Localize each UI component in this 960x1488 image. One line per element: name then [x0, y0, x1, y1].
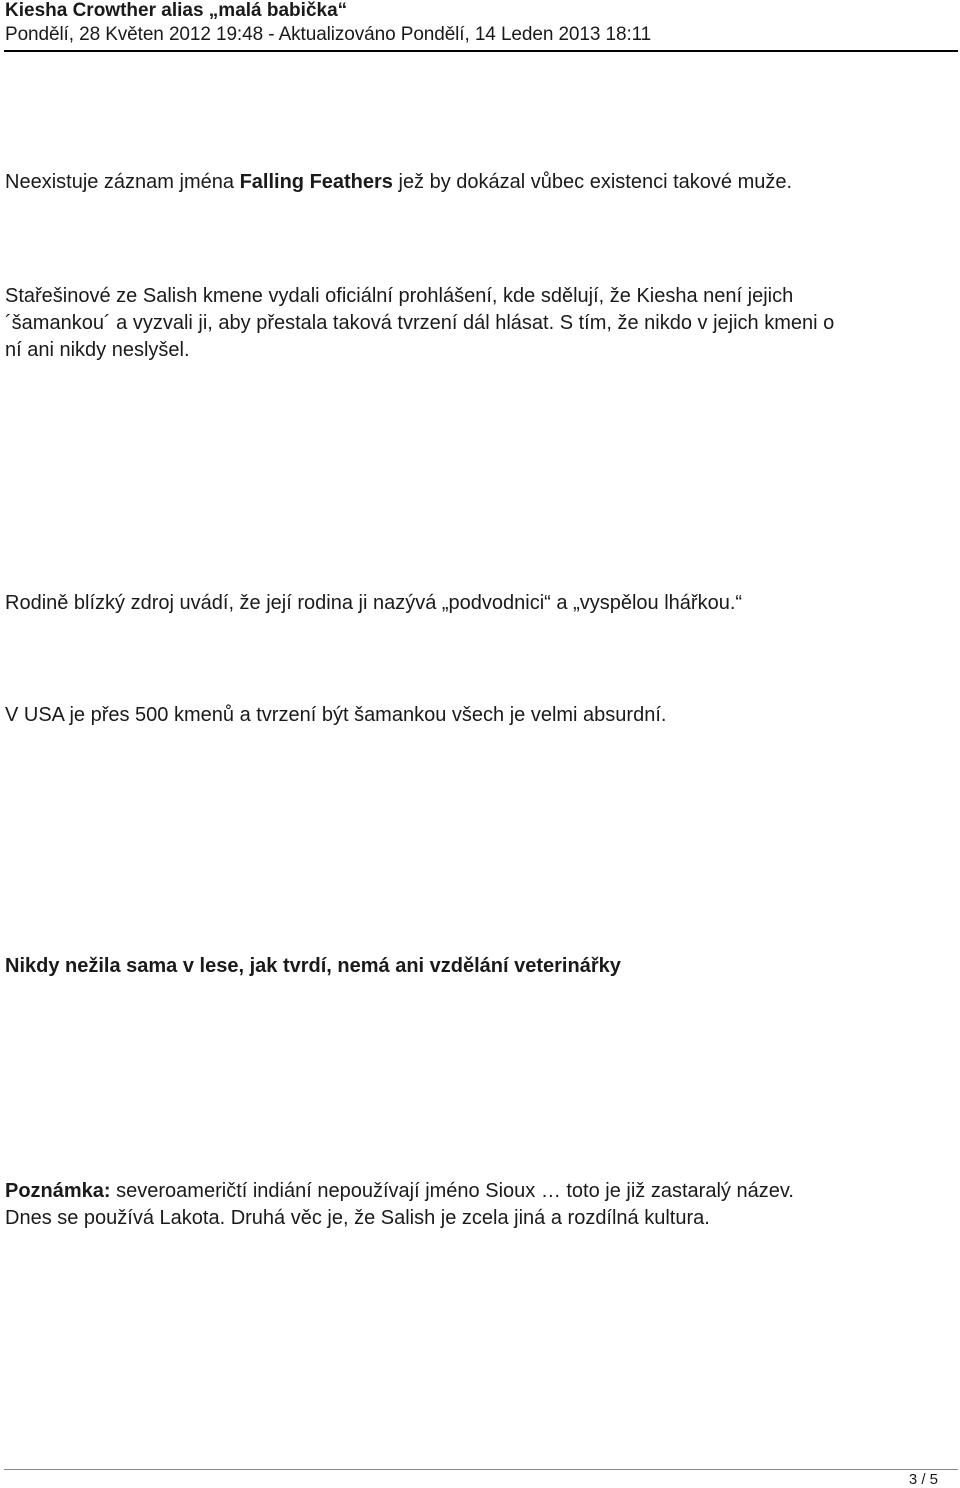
page-number: 3 / 5	[908, 1471, 938, 1488]
paragraph-text: severoameričtí indiání nepoužívají jméno Sioux … toto je již zastaralý název.	[110, 1180, 794, 1202]
paragraph-salish-statement	[5, 283, 945, 364]
article-title: Kiesha Crowther alias „malá babička“	[5, 0, 348, 21]
paragraph-never-lived: Nikdy nežila sama v lese, jak tvrdí, nemá ani vzdělání veterinářky	[5, 955, 621, 977]
paragraph-text: jež by dokázal vůbec existenci takové muže.	[392, 171, 793, 193]
paragraph-line: Dnes se používá Lakota. Druhá věc je, že Salish je zcela jiná a rozdílná kultura.	[5, 1207, 710, 1229]
paragraph-line: Stařešinové ze Salish kmene vydali oficiální prohlášení, kde sdělují, že Kiesha není jejich	[5, 285, 794, 307]
paragraph-line: ´šamankou´ a vyzvali ji, aby přestala taková tvrzení dál hlásat. S tím, že nikdo v jejich kmeni o	[5, 312, 835, 334]
header-divider	[4, 50, 958, 52]
paragraph-line: ní ani nikdy neslyšel.	[5, 339, 190, 361]
paragraph-note	[5, 1178, 945, 1232]
paragraph-family-source: Rodině blízký zdroj uvádí, že její rodina ji nazývá „podvodnici“ a „vyspělou lhářkou.“	[5, 592, 743, 614]
document-header	[5, 0, 960, 46]
paragraph-usa-tribes: V USA je přes 500 kmenů a tvrzení být šamankou všech je velmi absurdní.	[5, 704, 667, 726]
note-label: Poznámka:	[5, 1180, 111, 1202]
paragraph-falling-feathers	[5, 169, 945, 196]
article-dates: Pondělí, 28 Květen 2012 19:48 - Aktualizováno Pondělí, 14 Leden 2013 18:11	[5, 24, 652, 45]
footer-divider	[4, 1469, 958, 1470]
highlighted-name: Falling Feathers	[239, 171, 393, 193]
paragraph-text: Neexistuje záznam jména	[5, 171, 240, 193]
